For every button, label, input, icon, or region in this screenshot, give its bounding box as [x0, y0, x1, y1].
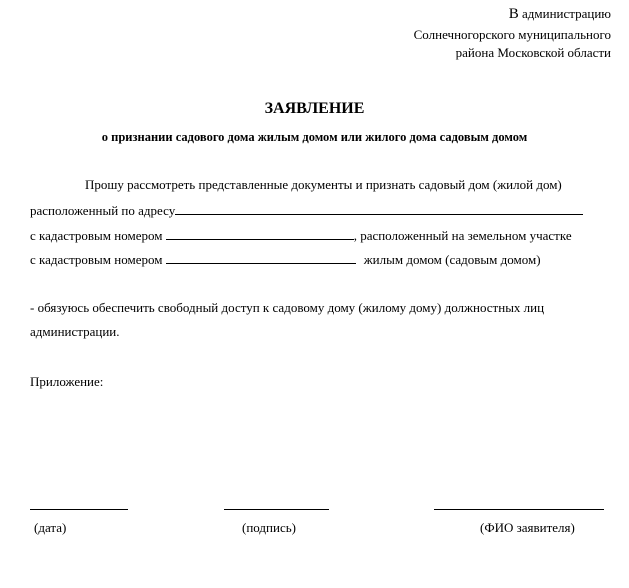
land-plot-text: , расположенный на земельном участке: [353, 228, 572, 243]
status-text: жилым домом (садовым домом): [363, 252, 541, 267]
addressee-line-2: Солнечногорского муниципального: [413, 27, 611, 42]
addressee-line-1: [509, 6, 611, 23]
addressee-line-3: района Московской области: [455, 45, 611, 60]
cadastral-label-2: с кадастровым номером: [30, 252, 166, 267]
address-label: расположенный по адресу: [30, 203, 176, 218]
date-line[interactable]: [30, 509, 128, 510]
cadastral-number-blank-1[interactable]: [166, 228, 354, 240]
attachment-label: Приложение:: [30, 374, 104, 389]
document-title: ЗАЯВЛЕНИЕ: [264, 100, 365, 117]
name-label: (ФИО заявителя): [480, 520, 575, 535]
addressee-line-1-text: администрацию: [518, 6, 611, 21]
addressee-prefix: В: [508, 6, 519, 22]
cadastral-label-1: с кадастровым номером: [30, 228, 166, 243]
document-subtitle: о признании садового дома жилым домом или жилого дома садовым домом: [101, 130, 528, 144]
signature-label: (подпись): [242, 520, 296, 535]
cadastral-row-1: [30, 228, 572, 244]
cadastral-number-blank-2[interactable]: [166, 252, 356, 264]
cadastral-row-2: [30, 252, 541, 268]
obligation-line-1: - обязуюсь обеспечить свободный доступ к садовому дому (жилому дому) должностных лиц: [30, 300, 545, 315]
address-blank[interactable]: [175, 203, 583, 215]
signature-line[interactable]: [224, 509, 329, 510]
request-paragraph: Прошу рассмотреть представленные документы и признать садовый дом (жилой дом): [85, 177, 562, 192]
obligation-line-2: администрации.: [30, 324, 120, 339]
date-label: (дата): [34, 520, 67, 535]
name-line[interactable]: [434, 509, 604, 510]
address-row: [30, 203, 583, 219]
